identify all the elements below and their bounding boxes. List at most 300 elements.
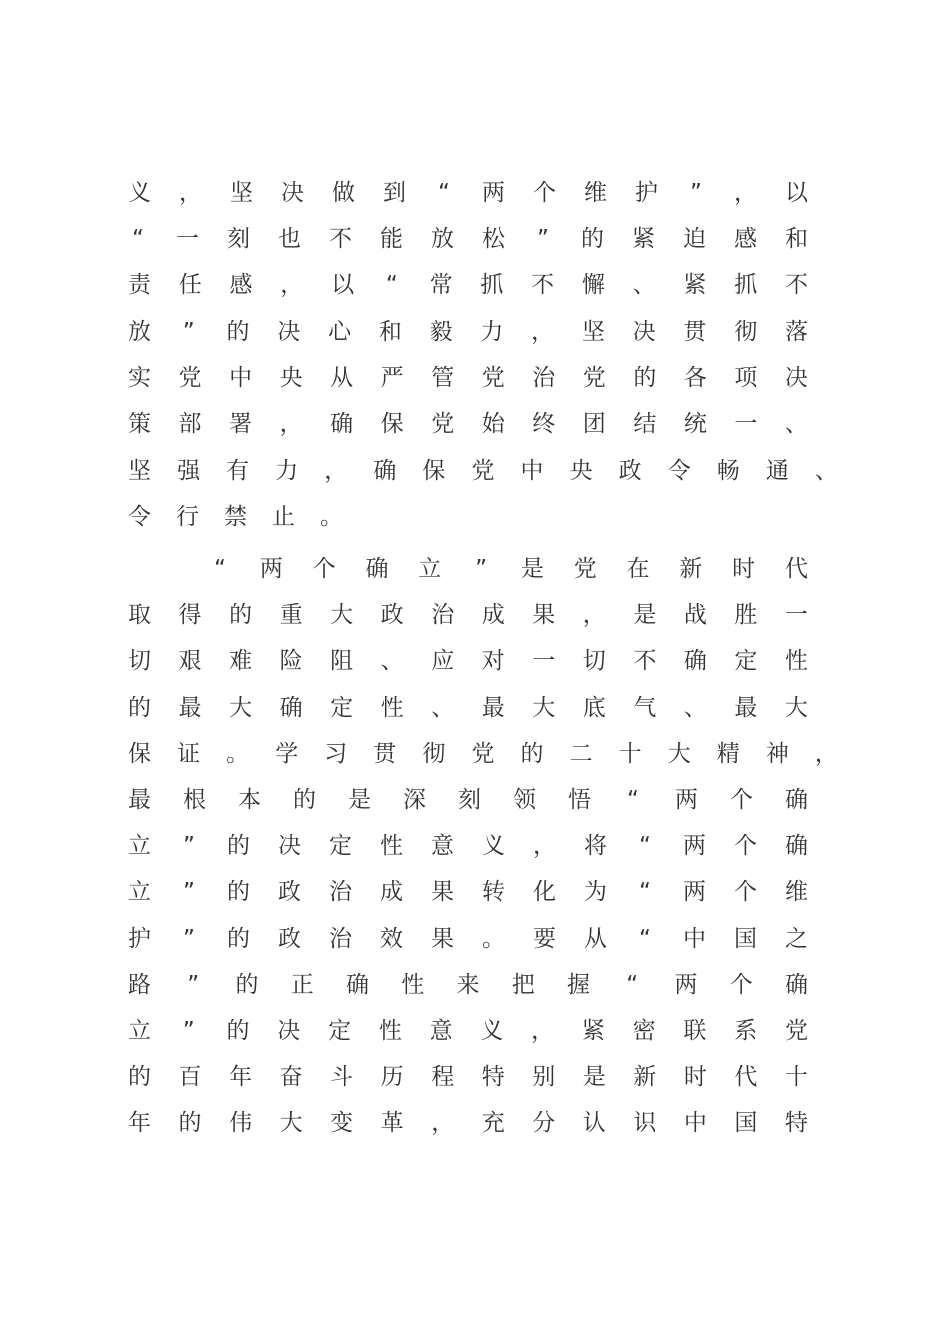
character: 止 [272,504,295,530]
character: 定 [328,1018,352,1044]
character: 一 [784,602,808,628]
text-line [128,600,808,630]
character: 党 [178,365,202,391]
character: 的 [581,226,604,252]
character: 学 [275,741,299,767]
character: 、 [814,458,838,484]
character: 百 [178,1064,202,1090]
character: 团 [582,411,606,437]
character: 系 [734,1018,758,1044]
character: 护 [128,926,151,952]
character: 感 [229,272,253,298]
character: 党 [471,458,495,484]
character: 央 [569,458,593,484]
character: 令 [667,458,691,484]
character: 党 [481,365,505,391]
character: 不 [784,272,808,298]
character: 大 [784,695,808,721]
character: 中 [520,458,544,484]
character: 二 [569,741,593,767]
character: 始 [481,411,505,437]
character: 确 [785,833,808,859]
character: 国 [734,1110,758,1136]
character: 。 [482,926,505,952]
character: 的 [178,1110,202,1136]
character: 战 [683,602,707,628]
character: “ [639,926,651,952]
character: 大 [229,695,253,721]
character: ， [179,180,202,206]
character: 抓 [734,272,758,298]
character: 果 [431,926,454,952]
character: ， [280,272,304,298]
character: ， [324,458,348,484]
character: 一 [176,226,199,252]
character: 抓 [480,272,504,298]
character: 切 [582,648,606,674]
character: 义 [480,1018,504,1044]
character: 的 [227,879,250,905]
character: 毅 [429,319,453,345]
character: 定 [329,833,352,859]
paragraph-first-line [210,554,808,584]
character: 深 [403,787,426,813]
character: 党 [431,411,455,437]
character: 革 [380,1110,404,1136]
character: 确 [785,787,808,813]
character: 的 [633,365,657,391]
character: 护 [635,180,658,206]
character: 新 [679,556,703,582]
character: 力 [480,319,504,345]
character: 果 [431,879,454,905]
character: 到 [383,180,406,206]
character: 历 [380,1064,404,1090]
character: ” [182,319,195,345]
character: 终 [532,411,556,437]
character: 党 [573,556,597,582]
character: 彻 [422,741,446,767]
character: 证 [177,741,201,767]
character: 之 [785,926,808,952]
character: 年 [128,1110,151,1136]
character: 刻 [458,787,481,813]
character: 政 [278,879,301,905]
character: ” [475,556,488,582]
character: 确 [365,556,389,582]
character: 意 [429,1018,453,1044]
character: 根 [183,787,206,813]
character: 中 [683,926,706,952]
character: 意 [431,833,454,859]
character: 保 [380,411,404,437]
character: 不 [633,648,657,674]
character: 立 [128,833,151,859]
character: 义 [482,833,505,859]
character: 维 [584,180,607,206]
text-line [128,178,808,208]
text-line [128,502,343,532]
character: 部 [178,411,202,437]
character: 紧 [683,272,707,298]
character: 畅 [716,458,740,484]
character: 底 [582,695,606,721]
character: “ [214,556,226,582]
character: 的 [128,695,151,721]
character: 的 [520,741,544,767]
character: 阻 [330,648,354,674]
character: ” [183,926,195,952]
character: 密 [632,1018,656,1044]
character: 时 [732,556,756,582]
character: 。 [226,741,250,767]
character: 果 [532,602,556,628]
character: 保 [422,458,446,484]
character: 将 [584,833,607,859]
character: 的 [227,926,250,952]
character: 斗 [330,1064,354,1090]
character: ” [690,180,702,206]
character: 松 [482,226,505,252]
character: 从 [584,926,607,952]
character: 得 [178,602,202,628]
character: ， [582,602,606,628]
character: ” [187,972,200,998]
text-line [128,970,808,1000]
character: 策 [128,411,151,437]
character: 落 [784,319,808,345]
character: 管 [431,365,455,391]
character: 个 [734,833,757,859]
character: 精 [716,741,740,767]
character: 两 [675,787,698,813]
character: 难 [229,648,253,674]
character: 性 [380,695,404,721]
character: 一 [532,648,556,674]
text-line [128,831,808,861]
character: 个 [730,787,753,813]
character: 强 [177,458,201,484]
character: 坚 [581,319,605,345]
character: 的 [235,972,259,998]
character: 心 [328,319,352,345]
character: “ [438,180,450,206]
character: 习 [324,741,348,767]
character: 分 [532,1110,556,1136]
character: 两 [482,180,505,206]
character: “ [639,833,651,859]
character: 立 [418,556,442,582]
text-line [128,646,808,676]
character: 时 [683,1064,707,1090]
character: 的 [229,602,253,628]
character: 两 [674,972,698,998]
character: 治 [329,879,352,905]
character: 别 [532,1064,556,1090]
character: 是 [520,556,544,582]
character: 效 [380,926,403,952]
character: 充 [481,1110,505,1136]
character: 的 [226,1018,250,1044]
character: 变 [330,1110,354,1136]
character: 党 [471,741,495,767]
character: 的 [293,787,316,813]
character: 本 [238,787,261,813]
character: 确 [785,972,808,998]
text-line [128,785,808,815]
character: 成 [481,602,505,628]
character: 是 [348,787,371,813]
character: 坚 [230,180,253,206]
character: 各 [683,365,707,391]
character: 项 [734,365,758,391]
character: 政 [278,926,301,952]
character: 有 [226,458,250,484]
character: ， [533,833,556,859]
character: 性 [401,972,425,998]
character: 险 [279,648,303,674]
character: 最 [178,695,202,721]
character: 统 [683,411,707,437]
character: 个 [533,180,556,206]
character: 、 [431,695,455,721]
character: 确 [279,695,303,721]
character: 要 [533,926,556,952]
character: 贯 [373,741,397,767]
character: 确 [373,458,397,484]
character: 力 [275,458,299,484]
character: 能 [380,226,403,252]
character: 定 [734,648,758,674]
character: 把 [511,972,535,998]
character: 悟 [568,787,591,813]
character: 两 [683,879,706,905]
character: 、 [784,411,808,437]
character: 应 [431,648,455,674]
character: 紧 [581,1018,605,1044]
character: 治 [431,602,455,628]
text-line [128,1108,808,1138]
character: 刻 [227,226,250,252]
character: 和 [378,319,402,345]
character: 感 [734,226,757,252]
character: 党 [784,1018,808,1044]
character: 一 [734,411,758,437]
character: 放 [431,226,454,252]
character: 治 [329,926,352,952]
text-line [128,317,808,347]
character: 确 [683,648,707,674]
text-line [128,409,808,439]
character: ， [431,1110,455,1136]
character: 。 [320,504,343,530]
character: 艰 [178,648,202,674]
character: 最 [128,787,151,813]
character: ， [531,319,555,345]
character: 中 [229,365,253,391]
character: 也 [278,226,301,252]
character: 决 [277,319,301,345]
character: 政 [618,458,642,484]
character: 署 [229,411,253,437]
character: 紧 [632,226,655,252]
character: “ [626,972,639,998]
character: 央 [279,365,303,391]
character: 个 [312,556,336,582]
character: 正 [290,972,314,998]
character: 迫 [683,226,706,252]
character: 不 [329,226,352,252]
character: ， [814,741,838,767]
character: 大 [279,1110,303,1136]
character: 坚 [128,458,151,484]
character: 以 [785,180,808,206]
character: 切 [128,648,151,674]
text-line [128,693,808,723]
character: 中 [683,1110,707,1136]
text-line [128,1016,808,1046]
character: 结 [633,411,657,437]
character: 确 [330,411,354,437]
character: 胜 [734,602,758,628]
character: 个 [734,879,757,905]
character: “ [639,879,651,905]
character: 两 [683,833,706,859]
character: 是 [633,602,657,628]
character: 不 [531,272,555,298]
character: 特 [784,1110,808,1136]
character: 通 [765,458,789,484]
character: ” [182,1018,195,1044]
character: 、 [380,648,404,674]
text-line [128,924,808,954]
character: 在 [626,556,650,582]
character: 确 [346,972,369,998]
character: 程 [431,1064,455,1090]
character: 懈 [581,272,605,298]
character: 识 [633,1110,657,1136]
character: 个 [729,972,753,998]
character: 两 [259,556,283,582]
character: 的 [227,833,250,859]
character: 决 [281,180,304,206]
character: 严 [380,365,404,391]
character: 实 [128,365,151,391]
character: 神 [765,741,789,767]
character: 维 [785,879,808,905]
character: 立 [128,879,151,905]
text-line [128,224,808,254]
character: 最 [481,695,505,721]
character: 放 [128,319,151,345]
character: 党 [582,365,606,391]
character: 、 [683,695,707,721]
character: 代 [734,1064,758,1090]
character: ， [279,411,303,437]
character: 决 [278,833,301,859]
character: 奋 [279,1064,303,1090]
character: 取 [128,602,151,628]
text-line [128,877,808,907]
character: 气 [633,695,657,721]
character: 国 [734,926,757,952]
character: 年 [229,1064,253,1090]
character: 性 [378,1018,402,1044]
character: 的 [226,319,250,345]
character: 做 [332,180,355,206]
character: 决 [784,365,808,391]
character: 立 [128,1018,151,1044]
character: 大 [667,741,691,767]
character: 彻 [734,319,758,345]
character: ， [531,1018,555,1044]
text-line [128,270,808,300]
character: 性 [784,648,808,674]
character: 路 [128,972,151,998]
character: 决 [632,319,656,345]
text-line [128,739,838,769]
text-line [128,1062,808,1092]
character: “ [627,787,639,813]
character: 、 [632,272,656,298]
character: 政 [380,602,404,628]
character: 和 [785,226,808,252]
character: 化 [533,879,556,905]
character: 重 [279,602,303,628]
character: 以 [331,272,355,298]
character: 来 [456,972,480,998]
character: 成 [380,879,403,905]
character: 新 [633,1064,657,1090]
character: 对 [481,648,505,674]
character: 从 [330,365,354,391]
character: 最 [734,695,758,721]
character: 治 [532,365,556,391]
character: ” [537,226,549,252]
character: ” [183,879,195,905]
character: 任 [178,272,202,298]
character: 保 [128,741,151,767]
character: 为 [584,879,607,905]
character: 特 [481,1064,505,1090]
character: 伟 [229,1110,253,1136]
character: 责 [128,272,151,298]
character: 禁 [224,504,247,530]
character: 决 [277,1018,301,1044]
character: 定 [330,695,354,721]
character: “ [385,272,398,298]
character: 是 [582,1064,606,1090]
character: 大 [330,602,354,628]
character: 性 [380,833,403,859]
character: 常 [429,272,453,298]
character: “ [132,226,144,252]
character: 义 [128,180,151,206]
character: 十 [784,1064,808,1090]
character: ” [183,833,195,859]
character: 握 [567,972,590,998]
character: 令 [128,504,151,530]
character: 大 [532,695,556,721]
text-line [128,363,808,393]
character: 领 [513,787,536,813]
character: 十 [618,741,642,767]
character: 联 [683,1018,707,1044]
character: 贯 [683,319,707,345]
character: ， [734,180,757,206]
character: 代 [784,556,808,582]
character: 转 [482,879,505,905]
